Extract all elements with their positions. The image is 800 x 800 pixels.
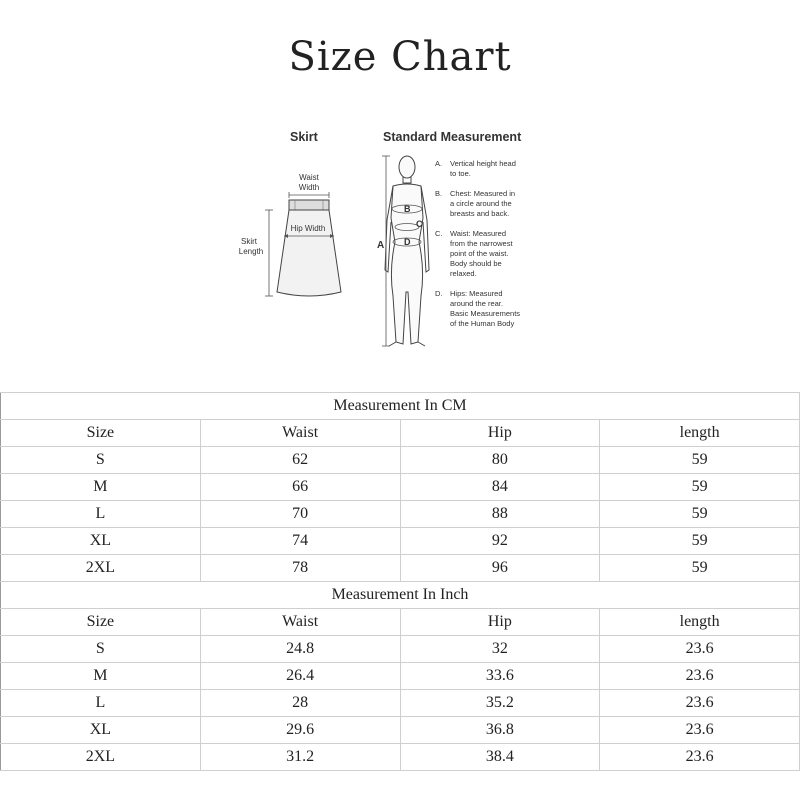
inch-table-caption: Measurement In Inch: [1, 582, 800, 609]
note-b-line-2: a circle around the: [450, 199, 512, 208]
inch-cell: 29.6: [200, 717, 400, 744]
table-row: [1, 474, 800, 501]
inch-header-hip: Hip: [400, 609, 600, 636]
cm-cell: 74: [200, 528, 400, 555]
inch-cell: 23.6: [600, 690, 800, 717]
table-row: [1, 636, 800, 663]
waist-width-label-1: Waist: [299, 173, 319, 182]
cm-cell: 66: [200, 474, 400, 501]
inch-cell: 23.6: [600, 717, 800, 744]
note-c-line-4: Body should be: [450, 259, 502, 268]
page-title: Size Chart: [288, 34, 512, 80]
table-row: [1, 447, 800, 474]
inch-cell: M: [1, 663, 201, 690]
size-table: [0, 392, 800, 771]
body-figure-illustration: [385, 156, 429, 346]
inch-header-length: length: [600, 609, 800, 636]
waist-width-label-2: Width: [298, 183, 320, 192]
inch-cell: 35.2: [400, 690, 600, 717]
cm-cell: M: [1, 474, 201, 501]
table-row: [1, 555, 800, 582]
inch-cell: S: [1, 636, 201, 663]
cm-cell: 62: [200, 447, 400, 474]
note-a-line-1: Vertical height head: [450, 159, 516, 168]
cm-cell: XL: [1, 528, 201, 555]
cm-cell: 59: [600, 528, 800, 555]
inch-cell: L: [1, 690, 201, 717]
inch-cell: XL: [1, 717, 201, 744]
skirt-illustration: [239, 173, 341, 296]
measurement-diagram: [225, 120, 555, 355]
hip-width-label: Hip Width: [290, 224, 326, 233]
note-a-key: A.: [435, 159, 443, 168]
inch-cell: 36.8: [400, 717, 600, 744]
letter-d: D: [404, 237, 411, 247]
table-row: [1, 690, 800, 717]
note-c-line-1: Waist: Measured: [450, 229, 506, 238]
table-row: [1, 663, 800, 690]
table-row: [1, 501, 800, 528]
cm-table-caption: Measurement In CM: [1, 393, 800, 420]
note-d-line-3: Basic Measurements: [450, 309, 521, 318]
inch-cell: 23.6: [600, 663, 800, 690]
note-d-line-2: around the rear.: [450, 299, 503, 308]
note-b-line-1: Chest: Measured in: [450, 189, 516, 198]
inch-cell: 2XL: [1, 744, 201, 771]
note-d-key: D.: [435, 289, 443, 298]
letter-a: A: [377, 240, 385, 251]
cm-cell: 59: [600, 501, 800, 528]
inch-cell: 23.6: [600, 744, 800, 771]
inch-header-row: [1, 609, 800, 636]
inch-cell: 31.2: [200, 744, 400, 771]
inch-cell: 23.6: [600, 636, 800, 663]
inch-header-size: Size: [1, 609, 201, 636]
table-row: [1, 744, 800, 771]
skirt-heading: Skirt: [290, 130, 318, 144]
standard-measurement-heading: Standard Measurement: [383, 130, 522, 144]
cm-header-waist: Waist: [200, 420, 400, 447]
inch-cell: 38.4: [400, 744, 600, 771]
cm-cell: 59: [600, 447, 800, 474]
skirt-length-label-2: Length: [238, 247, 264, 256]
measurement-notes: [435, 159, 520, 328]
cm-cell: 2XL: [1, 555, 201, 582]
inch-cell: 26.4: [200, 663, 400, 690]
cm-cell: L: [1, 501, 201, 528]
inch-cell: 28: [200, 690, 400, 717]
cm-header-hip: Hip: [400, 420, 600, 447]
note-c-key: C.: [435, 229, 443, 238]
cm-cell: S: [1, 447, 201, 474]
letter-c: C: [416, 219, 423, 229]
cm-cell: 59: [600, 555, 800, 582]
cm-cell: 96: [400, 555, 600, 582]
letter-b: B: [404, 204, 411, 214]
note-a-line-2: to toe.: [450, 169, 471, 178]
note-c-line-5: relaxed.: [450, 269, 477, 278]
cm-header-size: Size: [1, 420, 201, 447]
cm-cell: 80: [400, 447, 600, 474]
cm-cell: 88: [400, 501, 600, 528]
note-c-line-3: point of the waist.: [450, 249, 509, 258]
note-d-line-1: Hips: Measured: [450, 289, 503, 298]
note-d-line-4: of the Human Body: [450, 319, 515, 328]
measurement-diagram-svg: [225, 120, 555, 355]
cm-cell: 78: [200, 555, 400, 582]
table-row: [1, 717, 800, 744]
inch-header-waist: Waist: [200, 609, 400, 636]
inch-cell: 33.6: [400, 663, 600, 690]
cm-cell: 84: [400, 474, 600, 501]
cm-header-row: [1, 420, 800, 447]
cm-header-length: length: [600, 420, 800, 447]
note-b-line-3: breasts and back.: [450, 209, 510, 218]
note-c-line-2: from the narrowest: [450, 239, 513, 248]
cm-cell: 59: [600, 474, 800, 501]
cm-cell: 70: [200, 501, 400, 528]
cm-cell: 92: [400, 528, 600, 555]
table-row: [1, 528, 800, 555]
skirt-length-label-1: Skirt: [241, 237, 257, 246]
note-b-key: B.: [435, 189, 443, 198]
inch-cell: 24.8: [200, 636, 400, 663]
inch-cell: 32: [400, 636, 600, 663]
